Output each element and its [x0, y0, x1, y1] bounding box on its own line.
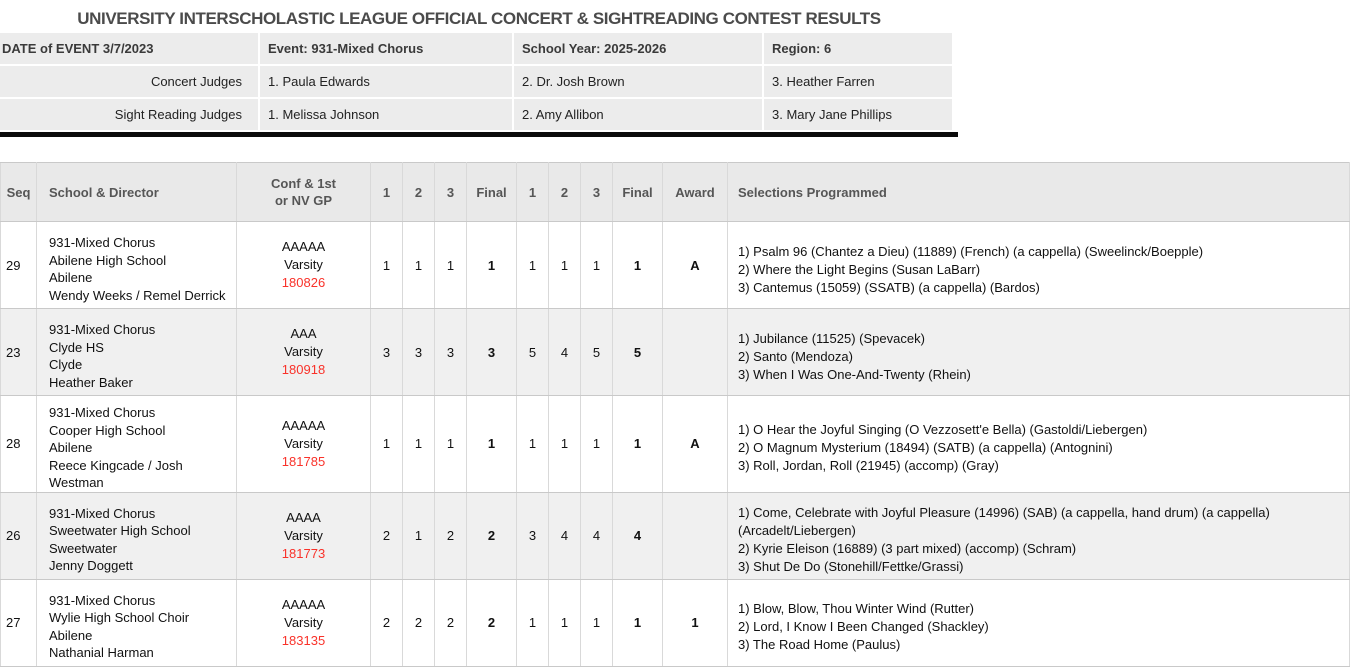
- concert-final-cell: 2: [467, 579, 517, 666]
- entry-code-line: 181773: [281, 545, 326, 561]
- group-line: Varsity: [284, 344, 323, 359]
- concert-score-2-cell: 1: [403, 396, 435, 493]
- concert-judge3-header: 3: [435, 163, 467, 222]
- concert-score-3-cell: 3: [435, 309, 467, 396]
- selection-2: 2) Kyrie Eleison (16889) (3 part mixed) (accomp) (Schram): [738, 541, 1077, 556]
- sight-score-2-cell: 1: [549, 396, 581, 493]
- city-line: Abilene: [49, 270, 93, 285]
- sight-reading-judges-label: Sight Reading Judges: [0, 99, 258, 130]
- selection-2: 2) Where the Light Begins (Susan LaBarr): [738, 261, 981, 277]
- conf-header-line2: or NV GP: [274, 193, 333, 208]
- sight-score-1-cell: 1: [517, 579, 549, 666]
- sight-score-3-cell: 1: [581, 222, 613, 309]
- concert-judge-2: 2. Dr. Josh Brown: [514, 66, 762, 97]
- sight-final-cell: 4: [613, 492, 663, 579]
- director-line: Heather Baker: [49, 374, 133, 390]
- event-name: Event: 931-Mixed Chorus: [260, 33, 512, 64]
- conf-cell: [237, 222, 371, 309]
- event-date: DATE of EVENT 3/7/2023: [0, 33, 258, 64]
- concert-judge-1: 1. Paula Edwards: [260, 66, 512, 97]
- page-title: UNIVERSITY INTERSCHOLASTIC LEAGUE OFFICIAL CONCERT & SIGHTREADING CONTEST RESULTS: [77, 9, 881, 28]
- selection-3: 3) When I Was One-And-Twenty (Rhein): [738, 366, 971, 382]
- conference-line: AAA: [290, 326, 317, 341]
- group-line: Varsity: [284, 527, 323, 543]
- result-row: [1, 492, 1350, 579]
- header-divider-bar: [0, 132, 958, 137]
- entry-code-line: 180826: [281, 275, 326, 290]
- award-cell: A: [663, 396, 728, 493]
- concert-score-1-cell: 2: [371, 492, 403, 579]
- concert-score-1-cell: 1: [371, 396, 403, 493]
- sight-score-2-cell: 4: [549, 309, 581, 396]
- concert-final-cell: 2: [467, 492, 517, 579]
- concert-score-3-cell: 1: [435, 222, 467, 309]
- selection-3: 3) The Road Home (Paulus): [738, 637, 901, 652]
- event-code-line: 931-Mixed Chorus: [49, 505, 156, 521]
- sight-score-1-cell: 1: [517, 396, 549, 493]
- sight-score-3-cell: 4: [581, 492, 613, 579]
- selection-1: 1) Jubilance (11525) (Spevacek): [738, 330, 925, 346]
- selections-cell: [728, 396, 1350, 493]
- event-code-line: 931-Mixed Chorus: [49, 405, 156, 420]
- director-line: Nathanial Harman: [49, 645, 154, 660]
- school-name-line: Wylie High School Choir: [49, 610, 190, 625]
- conference-line: AAAA: [286, 509, 321, 525]
- sight-score-3-cell: 5: [581, 309, 613, 396]
- sight-judge2-header: 2: [549, 163, 581, 222]
- concert-final-header: Final: [467, 163, 517, 222]
- seq-cell: 29: [1, 222, 37, 309]
- concert-score-2-cell: 2: [403, 579, 435, 666]
- concert-score-2-cell: 1: [403, 492, 435, 579]
- selections-cell: [728, 579, 1350, 666]
- award-cell: [663, 309, 728, 396]
- conference-line: AAAAA: [281, 596, 326, 612]
- selection-1: 1) Come, Celebrate with Joyful Pleasure (14996) (SAB) (a cappella, hand drum) (a cappella) (Arcadelt/Liebergen): [738, 505, 1270, 538]
- school-director-cell: [37, 492, 237, 579]
- selection-1: 1) Blow, Blow, Thou Winter Wind (Rutter): [738, 601, 975, 616]
- award-cell: A: [663, 222, 728, 309]
- selection-2: 2) Santo (Mendoza): [738, 348, 853, 364]
- entry-code-line: 181785: [281, 453, 326, 469]
- concert-score-3-cell: 2: [435, 579, 467, 666]
- concert-judges-label: Concert Judges: [0, 66, 258, 97]
- conference-line: AAAAA: [281, 239, 326, 254]
- seq-header: Seq: [1, 163, 37, 222]
- concert-score-1-cell: 2: [371, 579, 403, 666]
- selection-3: 3) Cantemus (15059) (SSATB) (a cappella) (Bardos): [738, 279, 1040, 295]
- seq-cell: 28: [1, 396, 37, 493]
- concert-score-1-cell: 1: [371, 222, 403, 309]
- award-header: Award: [663, 163, 728, 222]
- sight-score-3-cell: 1: [581, 579, 613, 666]
- concert-score-1-cell: 3: [371, 309, 403, 396]
- concert-score-2-cell: 3: [403, 309, 435, 396]
- conf-cell: [237, 309, 371, 396]
- concert-final-cell: 3: [467, 309, 517, 396]
- event-code-line: 931-Mixed Chorus: [49, 322, 156, 337]
- city-line: Clyde: [49, 357, 83, 372]
- sight-final-cell: 1: [613, 222, 663, 309]
- award-cell: 1: [663, 579, 728, 666]
- concert-final-cell: 1: [467, 222, 517, 309]
- entry-code-line: 180918: [281, 362, 326, 377]
- results-header-row: [1, 163, 1350, 222]
- result-row: [1, 309, 1350, 396]
- selection-1: 1) O Hear the Joyful Singing (O Vezzosett'e Bella) (Gastoldi/Liebergen): [738, 422, 1148, 438]
- results-table: [0, 162, 1350, 667]
- concert-judge1-header: 1: [371, 163, 403, 222]
- seq-cell: 26: [1, 492, 37, 579]
- conf-cell: [237, 579, 371, 666]
- director-line: Wendy Weeks / Remel Derrick: [49, 287, 226, 303]
- sight-reading-judge-1: 1. Melissa Johnson: [260, 99, 512, 130]
- group-line: Varsity: [284, 257, 323, 272]
- sight-score-2-cell: 4: [549, 492, 581, 579]
- entry-code-line: 183135: [281, 632, 326, 648]
- school-name-line: Cooper High School: [49, 422, 166, 438]
- selection-3: 3) Roll, Jordan, Roll (21945) (accomp) (Gray): [738, 458, 999, 474]
- selections-cell: [728, 309, 1350, 396]
- selection-1: 1) Psalm 96 (Chantez a Dieu) (11889) (French) (a cappella) (Sweelinck/Boepple): [738, 243, 1204, 259]
- seq-cell: 27: [1, 579, 37, 666]
- conf-cell: [237, 396, 371, 493]
- group-line: Varsity: [284, 435, 323, 451]
- school-director-header: School & Director: [37, 163, 237, 222]
- sight-judge3-header: 3: [581, 163, 613, 222]
- director-line: Reece Kingcade / Josh Westman: [49, 457, 183, 490]
- sight-score-3-cell: 1: [581, 396, 613, 493]
- city-line: Abilene: [49, 627, 93, 643]
- sight-score-2-cell: 1: [549, 579, 581, 666]
- selections-header: Selections Programmed: [728, 163, 1350, 222]
- school-name-line: Clyde HS: [49, 339, 104, 355]
- school-director-cell: [37, 309, 237, 396]
- result-row: [1, 222, 1350, 309]
- concert-score-2-cell: 1: [403, 222, 435, 309]
- sight-final-cell: 1: [613, 396, 663, 493]
- conference-line: AAAAA: [281, 417, 326, 433]
- city-line: Sweetwater: [49, 540, 117, 556]
- selection-3: 3) Shut De Do (Stonehill/Fettke/Grassi): [738, 559, 964, 574]
- sight-reading-judge-3: 3. Mary Jane Phillips: [764, 99, 952, 130]
- sight-final-cell: 1: [613, 579, 663, 666]
- sight-reading-judge-2: 2. Amy Allibon: [514, 99, 762, 130]
- sight-judge1-header: 1: [517, 163, 549, 222]
- city-line: Abilene: [49, 440, 93, 455]
- event-code-line: 931-Mixed Chorus: [49, 235, 156, 250]
- result-row: [1, 396, 1350, 493]
- event-code-line: 931-Mixed Chorus: [49, 592, 156, 608]
- sight-final-cell: 5: [613, 309, 663, 396]
- concert-judge-3: 3. Heather Farren: [764, 66, 952, 97]
- sight-score-1-cell: 1: [517, 222, 549, 309]
- result-row: [1, 579, 1350, 666]
- event-info-table: [0, 33, 958, 130]
- conf-cell: [237, 492, 371, 579]
- selections-cell: [728, 222, 1350, 309]
- school-director-cell: [37, 579, 237, 666]
- sight-score-2-cell: 1: [549, 222, 581, 309]
- sight-score-1-cell: 3: [517, 492, 549, 579]
- school-director-cell: [37, 222, 237, 309]
- group-line: Varsity: [284, 614, 323, 630]
- selection-2: 2) Lord, I Know I Been Changed (Shackley): [738, 619, 989, 634]
- school-year: School Year: 2025-2026: [514, 33, 762, 64]
- concert-final-cell: 1: [467, 396, 517, 493]
- selection-2: 2) O Magnum Mysterium (18494) (SATB) (a cappella) (Antognini): [738, 440, 1113, 456]
- sight-final-header: Final: [613, 163, 663, 222]
- selections-cell: [728, 492, 1350, 579]
- seq-cell: 23: [1, 309, 37, 396]
- concert-score-3-cell: 1: [435, 396, 467, 493]
- conf-header-line1: Conf & 1st: [271, 176, 336, 191]
- conf-header: [237, 163, 371, 222]
- school-director-cell: [37, 396, 237, 493]
- concert-score-3-cell: 2: [435, 492, 467, 579]
- award-cell: [663, 492, 728, 579]
- director-line: Jenny Doggett: [49, 558, 133, 573]
- region: Region: 6: [764, 33, 952, 64]
- school-name-line: Abilene High School: [49, 252, 167, 268]
- sight-score-1-cell: 5: [517, 309, 549, 396]
- school-name-line: Sweetwater High School: [49, 523, 191, 538]
- concert-judge2-header: 2: [403, 163, 435, 222]
